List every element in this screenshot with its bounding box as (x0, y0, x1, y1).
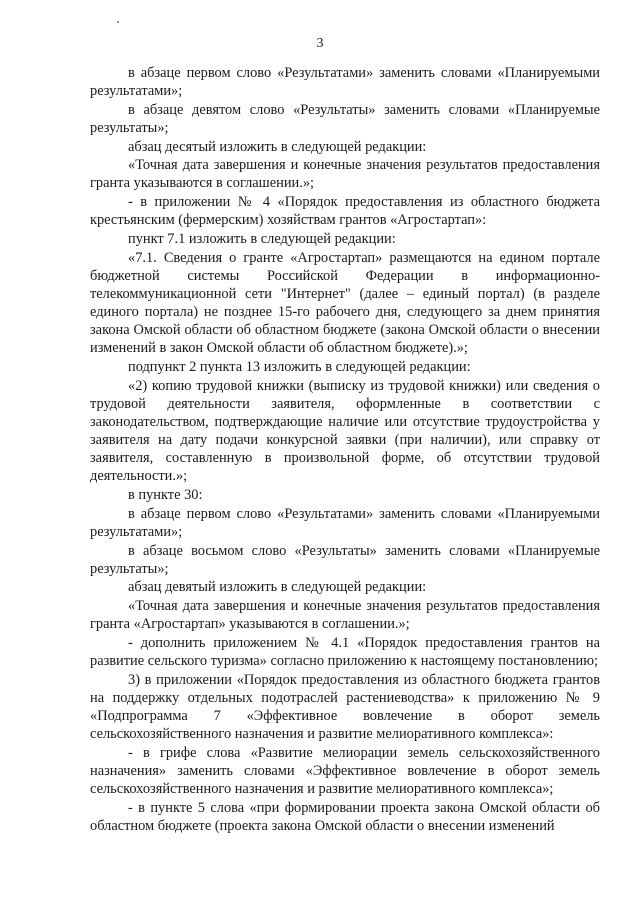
scan-speck (117, 21, 119, 23)
paragraph: «2) копию трудовой книжки (выписку из трудовой книжки) или сведения о трудовой деятельности заявителя, оформленные в соответствии с законодательством, подтверждающие наличие или отсутствие трудоустройства у заявителя на дату подачи конкурсной заявки (при наличии), или справку от заявителя, составленную в произвольной форме, об отсутствии трудовой деятельности.»; (90, 377, 600, 485)
paragraph: в абзаце восьмом слово «Результаты» заменить словами «Планируемые результаты»; (90, 542, 600, 577)
paragraph: - дополнить приложением № 4.1 «Порядок предоставления грантов на развитие сельского туризма» согласно приложению к настоящему постановлению; (90, 634, 600, 669)
paragraph: - в грифе слова «Развитие мелиорации земель сельскохозяйственного назначения» заменить словами «Эффективное вовлечение в оборот земель сельскохозяйственного назначения и развитие мелиоративного комплекса»; (90, 744, 600, 798)
paragraph: - в пункте 5 слова «при формировании проекта закона Омской области об областном бюджете (проекта закона Омской области о внесении изменений (90, 799, 600, 834)
paragraph: «Точная дата завершения и конечные значения результатов предоставления гранта указываются в соглашении.»; (90, 157, 600, 192)
paragraph: «7.1. Сведения о гранте «Агростартап» размещаются на едином портале бюджетной системы Российской Федерации в информационно-телекоммуникационной сети "Интернет" (далее – единый портал) (в разделе единого портала) не позднее 15-го рабочего дня, следующего за днем принятия закона Омской области об областном бюджете (закона Омской области о внесении изменений в закон Омской области об областном бюджете).»; (90, 249, 600, 357)
paragraph: в абзаце первом слово «Результатами» заменить словами «Планируемыми результатами»; (90, 505, 600, 540)
paragraph: пункт 7.1 изложить в следующей редакции: (128, 230, 396, 247)
paragraph: - в приложении № 4 «Порядок предоставления из областного бюджета крестьянским (фермерским) хозяйствам грантов «Агростартап»: (90, 194, 600, 229)
paragraph: абзац девятый изложить в следующей редакции: (128, 579, 427, 596)
paragraph: 3) в приложении «Порядок предоставления из областного бюджета грантов на поддержку отдельных подотраслей растениеводства» к приложению № 9 «Подпрограмма 7 «Эффективное вовлечение в оборот земель сельскохозяйственного назначения и развитие мелиоративного комплекса»: (90, 671, 600, 743)
paragraph: подпункт 2 пункта 13 изложить в следующей редакции: (128, 359, 471, 375)
page-number: 3 (316, 36, 324, 51)
paragraph: в абзаце девятом слово «Результаты» заменить словами «Планируемые результаты»; (90, 101, 600, 136)
paragraph: «Точная дата завершения и конечные значения результатов предоставления гранта «Агростартап» указываются в соглашении.»; (90, 598, 600, 633)
paragraph: в абзаце первом слово «Результатами» заменить словами «Планируемыми результатами»; (90, 65, 600, 100)
body-text (90, 64, 600, 836)
paragraph: в пункте 30: (128, 487, 203, 504)
paragraph: абзац десятый изложить в следующей редакции: (128, 138, 427, 155)
